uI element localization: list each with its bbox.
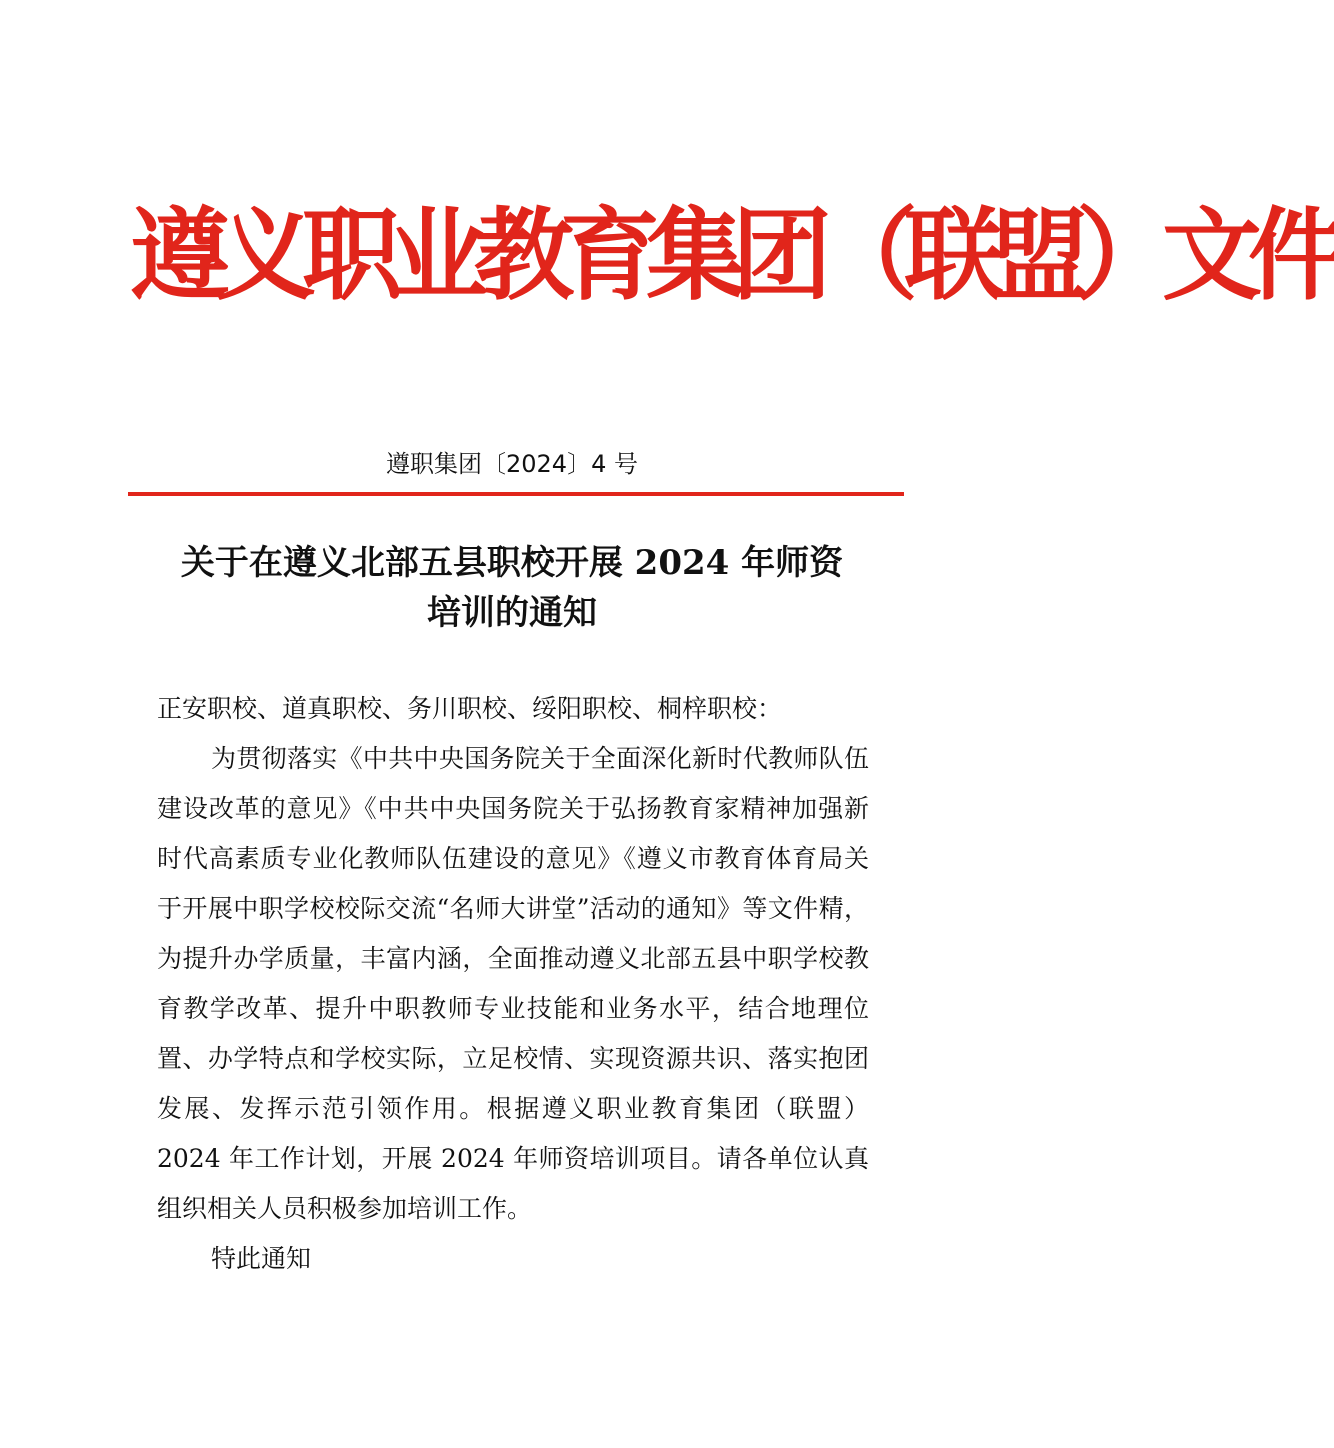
notice-title [140,538,884,638]
red-divider-line [128,492,904,496]
notice-title-line-1: 关于在遵义北部五县职校开展 2024 年师资 [180,543,844,583]
notice-body [157,684,869,1284]
recipients-line: 正安职校、道真职校、务川职校、绥阳职校、桐梓职校： [157,694,783,723]
notice-title-line-2: 培训的通知 [427,593,597,633]
masthead-title: 遵义职业教育集团（联盟）文件 [130,196,1334,314]
main-paragraph: 为贯彻落实《中共中央国务院关于全面深化新时代教师队伍建设改革的意见》《中共中央国务院关于弘扬教育家精神加强新时代高素质专业化教师队伍建设的意见》《遵义市教育体育局关于开展中职学校校际交流“名师大讲堂”活动的通知》等文件精，为提升办学质量，丰富内涵，全面推动遵义北部五县中职学校教育教学改革、提升中职教师专业技能和业务水平，结合地理位置、办学特点和学校实际，立足校情、实现资源共识、落实抱团发展、发挥示范引领作用。根据遵义职业教育集团（联盟）2024 年工作计划，开展 2024 年师资培训项目。请各单位认真组织相关人员积极参加培训工作。 [157,744,869,1223]
document-number: 遵职集团〔2024〕4 号 [386,450,638,478]
closing-line: 特此通知 [211,1244,312,1273]
